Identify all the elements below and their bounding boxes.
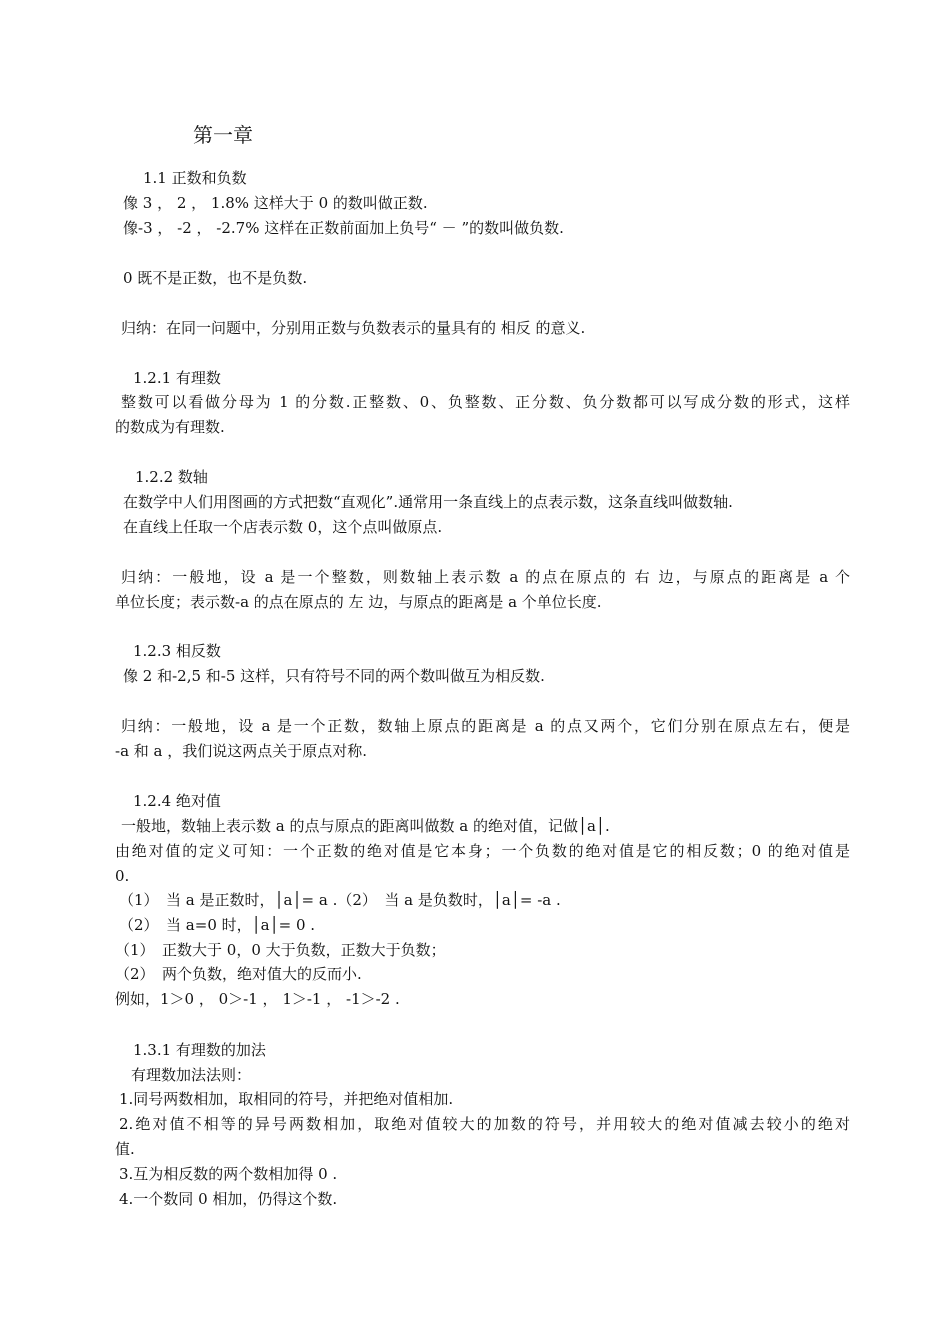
summary-line: -a 和 a ，我们说这两点关于原点对称. xyxy=(115,742,368,760)
section-heading-1-3-1: 1.3.1 有理数的加法 xyxy=(133,1041,266,1059)
paragraph-line: 0. xyxy=(115,867,130,885)
section-heading-1-2-4: 1.2.4 绝对值 xyxy=(133,792,221,810)
section-heading-1-2-2: 1.2.2 数轴 xyxy=(135,468,208,486)
summary-line: 归纳：在同一问题中，分别用正数与负数表示的量具有的 相反 的意义. xyxy=(121,319,586,337)
list-item: 2.绝对值不相等的异号两数相加，取绝对值较大的加数的符号，并用较大的绝对值减去较小的绝对 xyxy=(119,1115,850,1133)
paragraph-line: 像 3 ， 2 ， 1.8% 这样大于 0 的数叫做正数. xyxy=(123,194,428,212)
list-item: （2） 两个负数，绝对值大的反而小. xyxy=(115,965,362,983)
chapter-title: 第一章 xyxy=(193,123,253,147)
list-item: 3.互为相反数的两个数相加得 0 . xyxy=(119,1165,338,1183)
list-item: 4.一个数同 0 相加，仍得这个数. xyxy=(119,1190,338,1208)
summary-line: 归纳：一般地，设 a 是一个整数，则数轴上表示数 a 的点在原点的 右 边，与原点的距离是 a 个 xyxy=(121,568,850,586)
section-heading-1-2-1: 1.2.1 有理数 xyxy=(133,369,221,387)
section-heading-1-1: 1.1 正数和负数 xyxy=(143,169,247,187)
list-item: 1.同号两数相加，取相同的符号，并把绝对值相加. xyxy=(119,1090,454,1108)
list-item: （1） 当 a 是正数时，│a│= a .（2） 当 a 是负数时，│a│= -a . xyxy=(119,891,561,909)
summary-line: 归纳：一般地，设 a 是一个正数，数轴上原点的距离是 a 的点又两个，它们分别在原点左右，便是 xyxy=(121,717,850,735)
paragraph-line: 在数学中人们用图画的方式把数“直观化”.通常用一条直线上的点表示数，这条直线叫做数轴. xyxy=(123,493,733,511)
paragraph-line: 一般地，数轴上表示数 a 的点与原点的距离叫做数 a 的绝对值，记做│a│. xyxy=(121,817,610,835)
summary-line: 单位长度；表示数-a 的点在原点的 左 边，与原点的距离是 a 个单位长度. xyxy=(115,593,602,611)
paragraph-line: 有理数加法法则： xyxy=(131,1066,252,1084)
list-item: 值. xyxy=(115,1140,135,1158)
paragraph-line: 像 2 和-2,5 和-5 这样，只有符号不同的两个数叫做互为相反数. xyxy=(123,667,545,685)
paragraph-line: 在直线上任取一个店表示数 0，这个点叫做原点. xyxy=(123,518,443,536)
list-item: （1） 正数大于 0，0 大于负数，正数大于负数； xyxy=(115,941,446,959)
section-heading-1-2-3: 1.2.3 相反数 xyxy=(133,642,221,660)
paragraph-line: 像-3 ， -2 ， -2.7% 这样在正数前面加上负号“ － ”的数叫做负数. xyxy=(123,219,564,237)
paragraph-line: 由绝对值的定义可知：一个正数的绝对值是它本身；一个负数的绝对值是它的相反数；0 的绝对值是 xyxy=(115,842,850,860)
example-line: 例如，1＞0 ， 0＞-1 ， 1＞-1 ， -1＞-2 . xyxy=(115,990,400,1008)
paragraph-line: 的数成为有理数. xyxy=(115,418,225,436)
list-item: （2） 当 a=0 时，│a│= 0 . xyxy=(119,916,316,934)
paragraph-line: 整数可以看做分母为 1 的分数.正整数、0、负整数、正分数、负分数都可以写成分数的形式，这样 xyxy=(121,393,850,411)
paragraph-line: 0 既不是正数，也不是负数. xyxy=(123,269,308,287)
